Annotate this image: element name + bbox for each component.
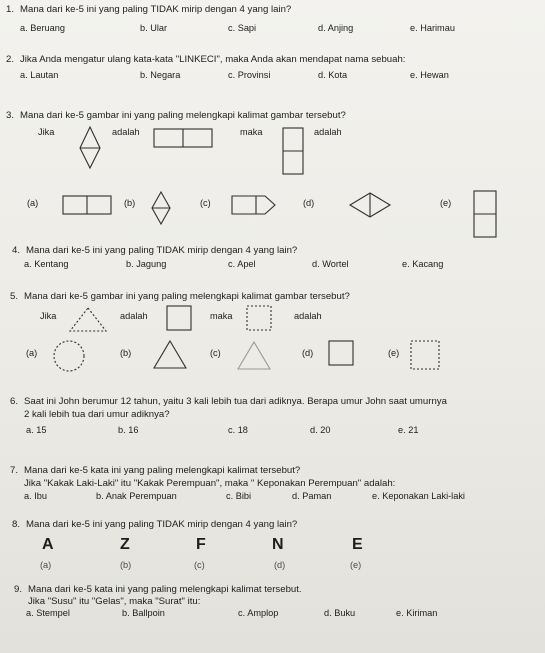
q3-label-a: (a) <box>27 198 39 208</box>
q7-text: Mana dari ke-5 kata ini yang paling melengkapi kalimat tersebut? <box>24 465 301 476</box>
q4-option-a: a. Kentang <box>24 259 69 269</box>
q2-option-e: e. Hewan <box>410 70 449 80</box>
q7-number: 7. <box>10 465 19 476</box>
q5-square-shape <box>166 305 192 331</box>
q9-text-line2: Jika "Susu" itu "Gelas", maka "Surat" itu: <box>28 596 201 607</box>
q5-text: Mana dari ke-5 gambar ini yang paling melengkapi kalimat gambar tersebut? <box>24 291 350 302</box>
q7-option-a: a. Ibu <box>24 491 47 501</box>
q3-option-d-shape <box>348 192 392 218</box>
q4-option-b: b. Jagung <box>126 259 167 269</box>
q5-word-maka: maka <box>210 311 233 321</box>
q8-label-e: (e) <box>350 560 362 570</box>
q6-text-line2: 2 kali lebih tua dari umur adiknya? <box>24 409 170 420</box>
q2-text: Jika Anda mengatur ulang kata-kata "LINKECI", maka Anda akan mendapat nama sebuah: <box>20 54 406 65</box>
q8-number: 8. <box>12 519 21 530</box>
q8-letter-b: Z <box>120 536 130 553</box>
q9-option-e: e. Kiriman <box>396 608 438 618</box>
q4-option-d: d. Wortel <box>312 259 349 269</box>
q8-letter-e: E <box>352 536 363 553</box>
q3-label-e: (e) <box>440 198 452 208</box>
q3-word-maka: maka <box>240 127 263 137</box>
q6-number: 6. <box>10 396 19 407</box>
q5-dashed-square-shape <box>246 305 272 331</box>
q3-label-c: (c) <box>200 198 211 208</box>
q5-label-c: (c) <box>210 348 221 358</box>
q9-number: 9. <box>14 584 23 595</box>
q7-option-d: d. Paman <box>292 491 332 501</box>
q6-option-c: c. 18 <box>228 425 248 435</box>
q6-option-b: b. 16 <box>118 425 139 435</box>
q6-option-d: d. 20 <box>310 425 331 435</box>
q2-option-c: c. Provinsi <box>228 70 271 80</box>
q2-number: 2. <box>6 54 15 65</box>
q5-number: 5. <box>10 291 19 302</box>
q5-word-jika: Jika <box>40 311 57 321</box>
q3-diamond-shape <box>79 126 101 170</box>
q1-option-e: e. Harimau <box>410 23 455 33</box>
q4-option-e: e. Kacang <box>402 259 444 269</box>
q3-text: Mana dari ke-5 gambar ini yang paling melengkapi kalimat gambar tersebut? <box>20 110 346 121</box>
q3-word-jika: Jika <box>38 127 55 137</box>
q2-option-a: a. Lautan <box>20 70 59 80</box>
q3-option-b-shape <box>150 191 172 225</box>
q3-option-c-shape <box>231 195 277 215</box>
q5-option-d-shape <box>328 340 354 366</box>
q4-number: 4. <box>12 245 21 256</box>
q5-option-a-shape <box>52 339 86 373</box>
q3-word-adalah-2: adalah <box>314 127 342 137</box>
q7-text-line2: Jika "Kakak Laki-Laki" itu "Kakak Perempuan", maka " Keponakan Perempuan" adalah: <box>24 478 396 489</box>
q5-triangle-shape <box>68 307 108 333</box>
q3-number: 3. <box>6 110 15 121</box>
q6-text-line1: Saat ini John berumur 12 tahun, yaitu 3 kali lebih tua dari adiknya. Berapa umur John saat umurnya <box>24 396 447 407</box>
q5-option-e-shape <box>410 340 440 370</box>
q3-label-d: (d) <box>303 198 315 208</box>
q5-label-b: (b) <box>120 348 132 358</box>
q1-option-d: d. Anjing <box>318 23 354 33</box>
q4-text: Mana dari ke-5 ini yang paling TIDAK mirip dengan 4 yang lain? <box>26 245 298 256</box>
q1-option-b: b. Ular <box>140 23 168 33</box>
q2-option-d: d. Kota <box>318 70 348 80</box>
q5-word-adalah-1: adalah <box>120 311 148 321</box>
q5-word-adalah-2: adalah <box>294 311 322 321</box>
q9-option-c: c. Amplop <box>238 608 279 618</box>
q8-label-a: (a) <box>40 560 52 570</box>
q8-letter-c: F <box>196 536 206 553</box>
q1-text: Mana dari ke-5 ini yang paling TIDAK mirip dengan 4 yang lain? <box>20 4 292 15</box>
q3-split-rectangle-shape <box>153 128 213 148</box>
q6-option-a: a. 15 <box>26 425 47 435</box>
q5-label-a: (a) <box>26 348 38 358</box>
q8-letter-a: A <box>42 536 54 553</box>
q6-option-e: e. 21 <box>398 425 419 435</box>
q3-option-e-shape <box>473 190 497 238</box>
q3-word-adalah-1: adalah <box>112 127 140 137</box>
q1-number: 1. <box>6 4 15 15</box>
q8-text: Mana dari ke-5 ini yang paling TIDAK mirip dengan 4 yang lain? <box>26 519 298 530</box>
q8-letter-d: N <box>272 536 284 553</box>
q5-label-e: (e) <box>388 348 400 358</box>
q8-label-b: (b) <box>120 560 132 570</box>
q3-option-a-shape <box>62 195 112 215</box>
q8-label-c: (c) <box>194 560 205 570</box>
q3-stacked-rectangle-shape <box>282 127 304 175</box>
q1-option-a: a. Beruang <box>20 23 65 33</box>
q8-label-d: (d) <box>274 560 286 570</box>
q5-option-b-shape <box>152 340 188 370</box>
q2-option-b: b. Negara <box>140 70 181 80</box>
q5-label-d: (d) <box>302 348 314 358</box>
q4-option-c: c. Apel <box>228 259 256 269</box>
q9-option-b: b. Ballpoin <box>122 608 165 618</box>
q7-option-b: b. Anak Perempuan <box>96 491 177 501</box>
q1-option-c: c. Sapi <box>228 23 257 33</box>
q9-text: Mana dari ke-5 kata ini yang paling melengkapi kalimat tersebut. <box>28 584 302 595</box>
q7-option-e: e. Keponakan Laki-laki <box>372 491 465 501</box>
q3-label-b: (b) <box>124 198 136 208</box>
q9-option-a: a. Stempel <box>26 608 70 618</box>
q7-option-c: c. Bibi <box>226 491 252 501</box>
q5-option-c-shape <box>236 341 272 371</box>
q9-option-d: d. Buku <box>324 608 356 618</box>
